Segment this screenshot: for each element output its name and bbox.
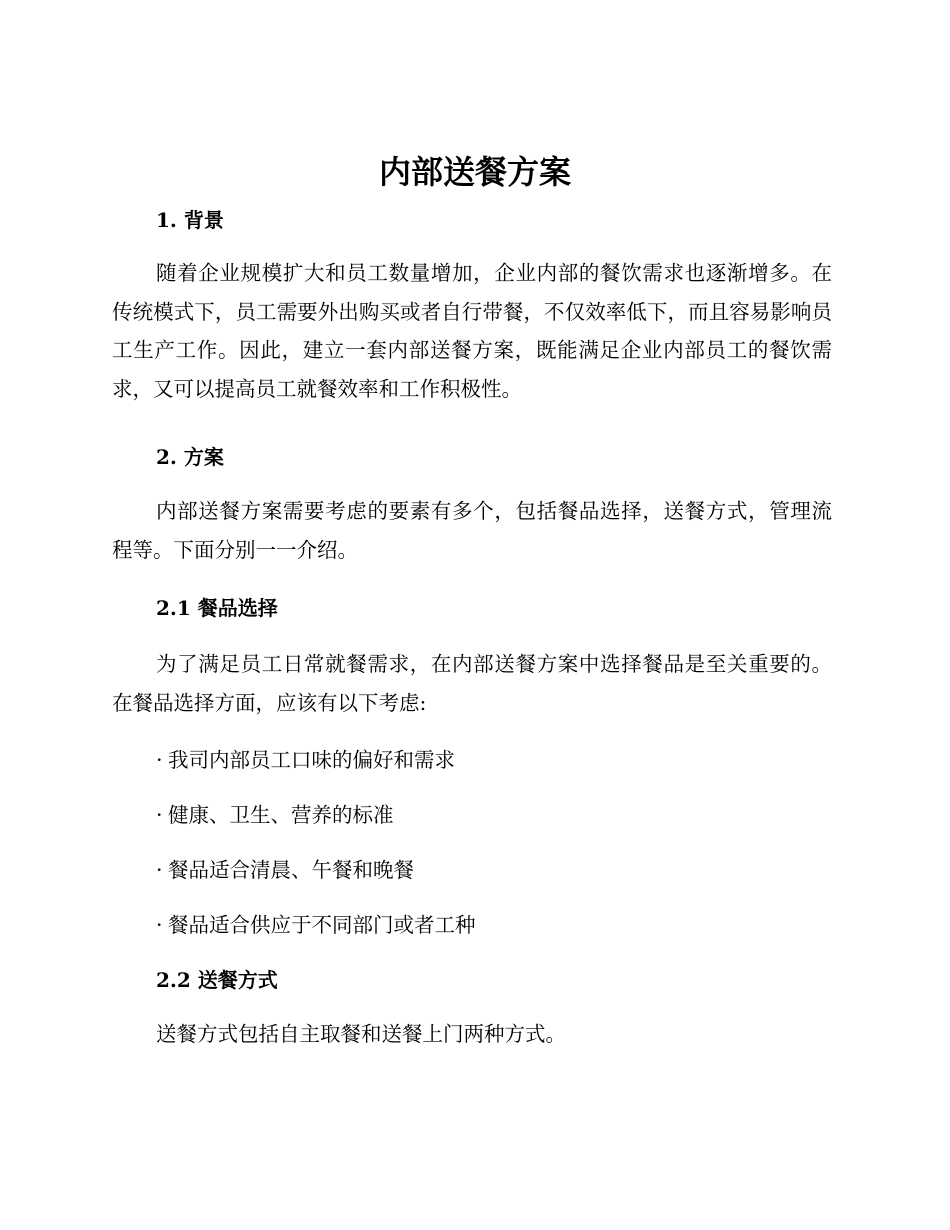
list-item [156, 800, 394, 830]
paragraph-meal-selection: 为了满足员工日常就餐需求，在内部送餐方案中选择餐品是至关重要的。在餐品选择方面，应该有以下考虑: [112, 652, 832, 715]
bullet-marker: · [156, 913, 163, 937]
section-heading-background: 1. 背景 [156, 208, 224, 232]
list-item-text: 餐品适合供应于不同部门或者工种 [168, 913, 476, 937]
section-heading-meal-selection: 2.1 餐品选择 [156, 596, 278, 620]
bullet-marker: · [156, 858, 163, 882]
list-item-text: 我司内部员工口味的偏好和需求 [168, 748, 455, 772]
paragraph-plan: 内部送餐方案需要考虑的要素有多个，包括餐品选择，送餐方式，管理流程等。下面分别一一介绍。 [112, 499, 832, 562]
list-item-text: 餐品适合清晨、午餐和晚餐 [168, 858, 414, 882]
paragraph-background: 随着企业规模扩大和员工数量增加，企业内部的餐饮需求也逐渐增多。在传统模式下，员工需要外出购买或者自行带餐，不仅效率低下，而且容易影响员工生产工作。因此，建立一套内部送餐方案，既能满足企业内部员工的餐饮需求，又可以提高员工就餐效率和工作积极性。 [112, 261, 832, 401]
bullet-marker: · [156, 748, 163, 772]
section-heading-plan: 2. 方案 [156, 445, 224, 469]
list-item-text: 健康、卫生、营养的标准 [168, 803, 394, 827]
list-item [156, 855, 414, 885]
list-item [156, 745, 455, 775]
list-item [156, 910, 476, 940]
bullet-marker: · [156, 803, 163, 827]
paragraph-delivery-method: 送餐方式包括自主取餐和送餐上门两种方式。 [156, 1022, 566, 1046]
section-heading-delivery-method: 2.2 送餐方式 [156, 968, 278, 992]
document-title: 内部送餐方案 [378, 153, 571, 191]
